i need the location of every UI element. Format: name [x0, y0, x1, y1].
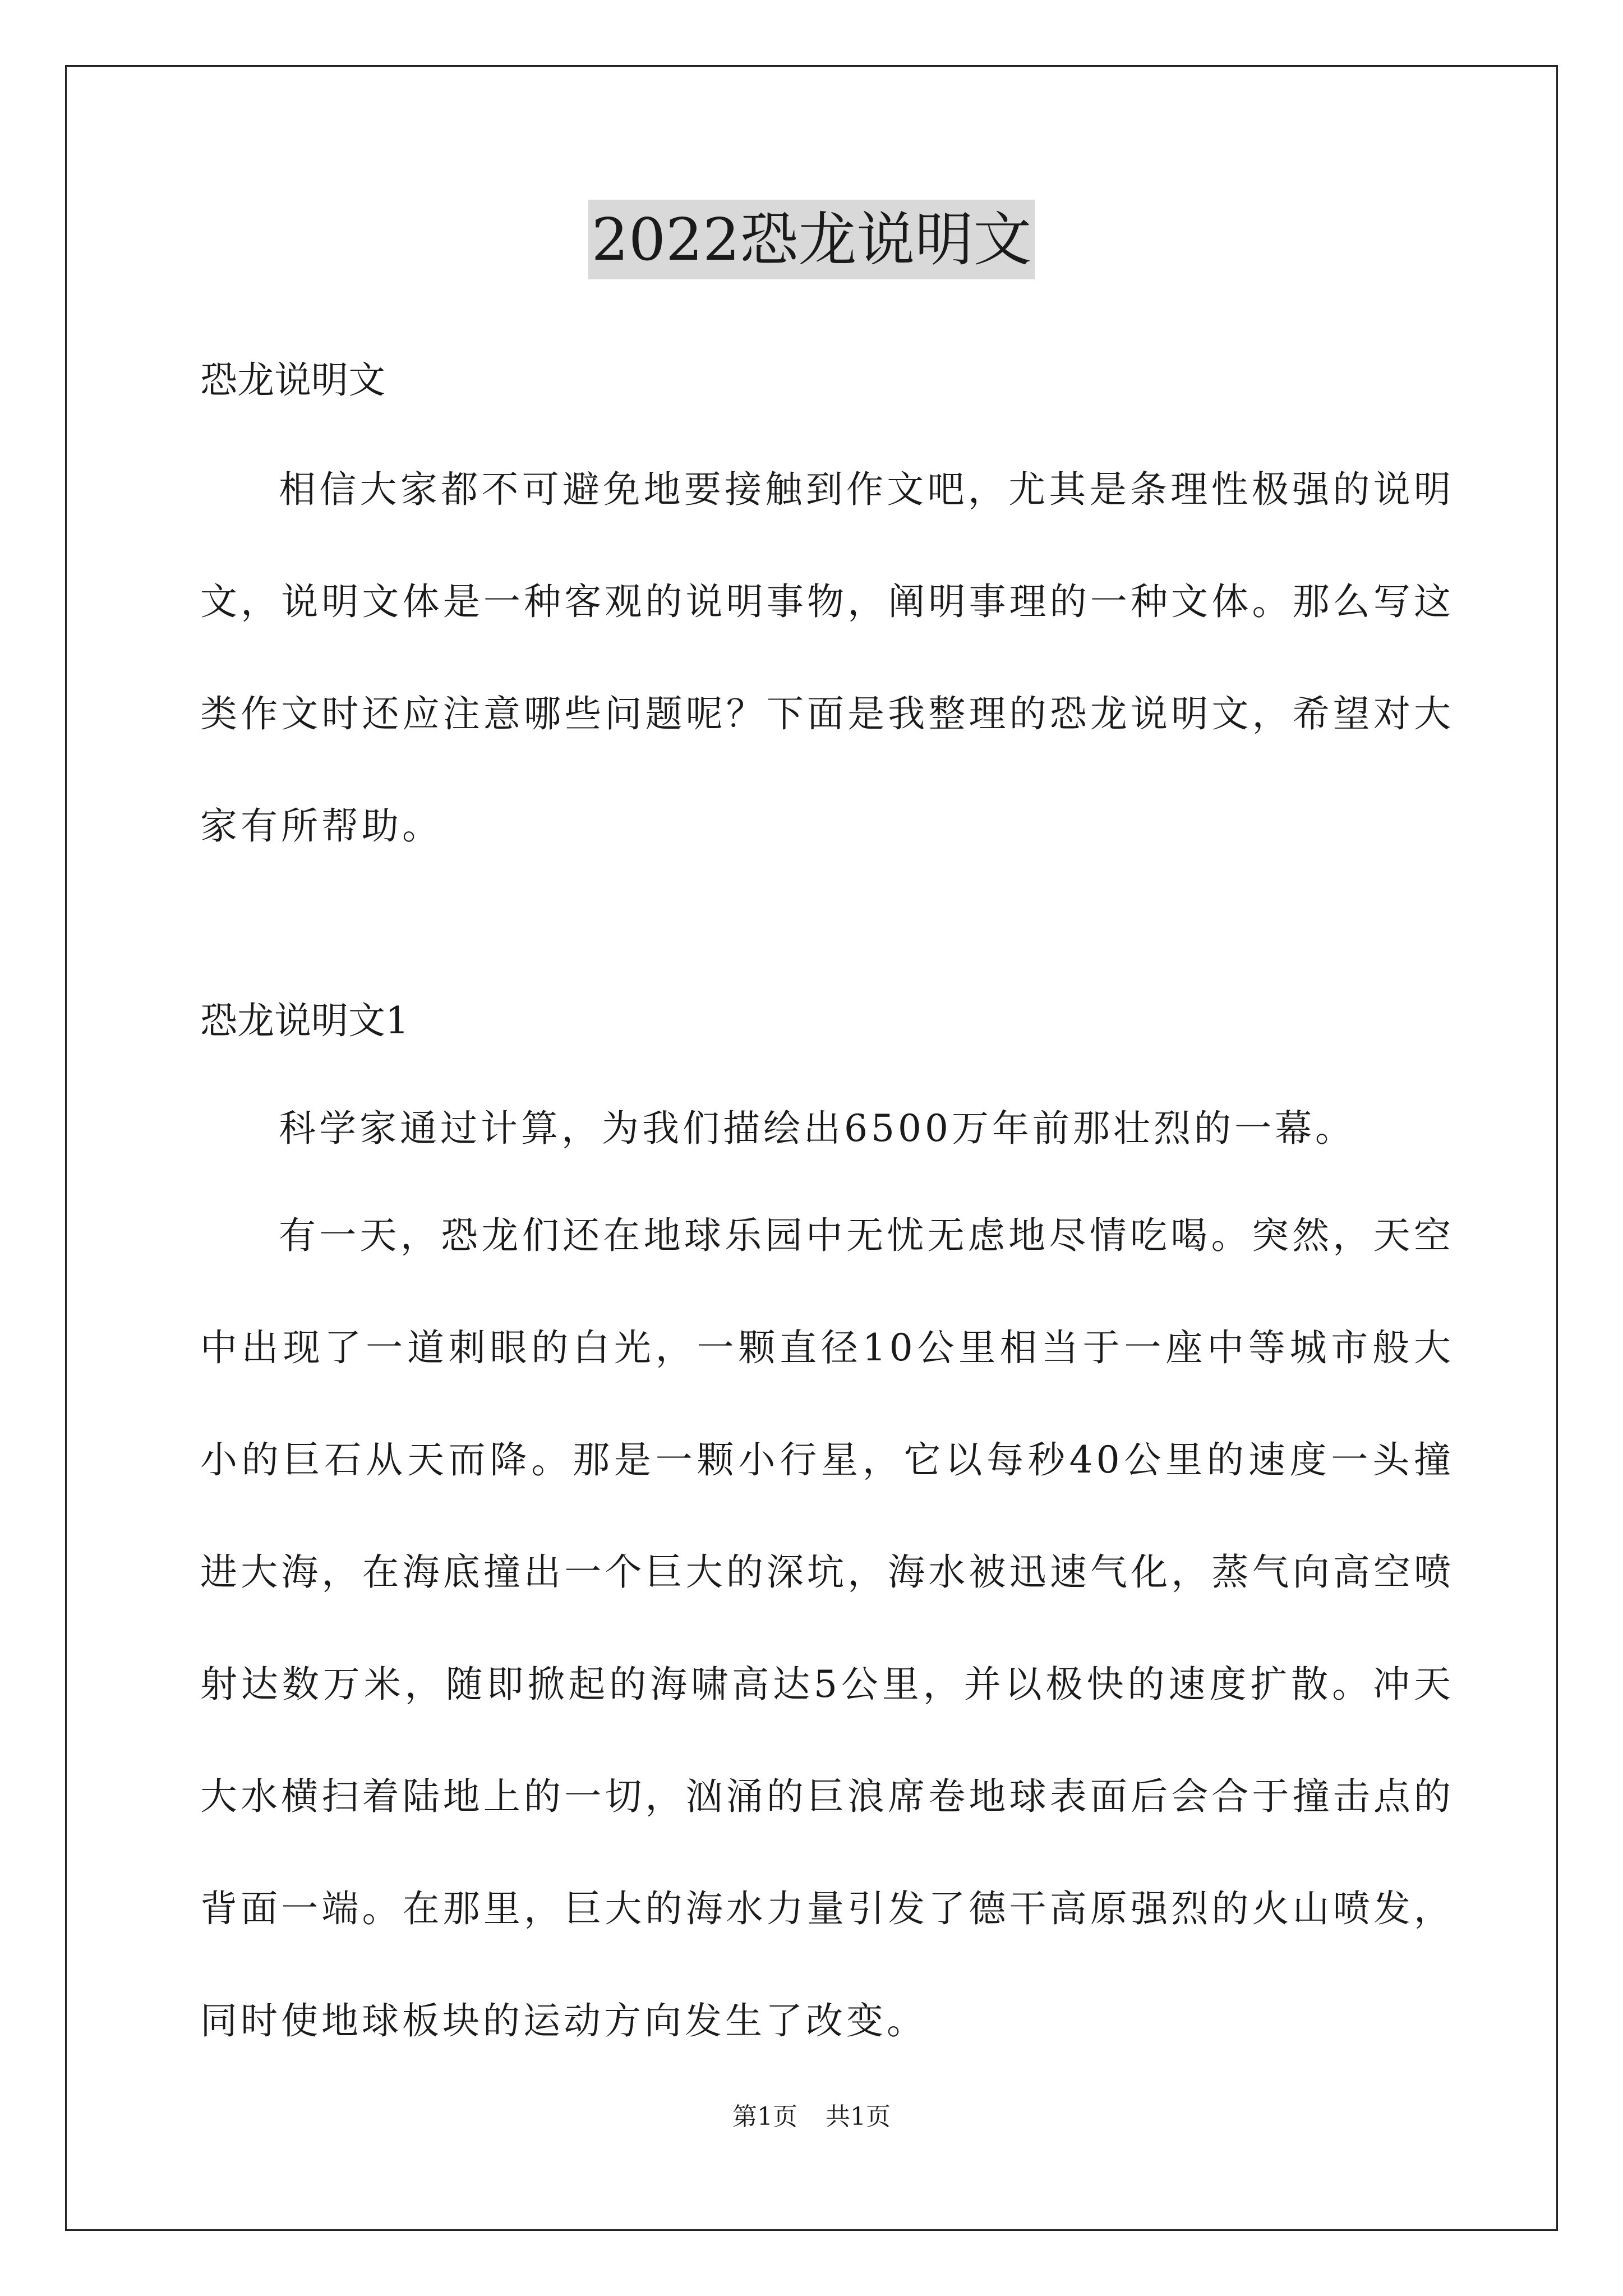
- intro-paragraph: 相信大家都不可避免地要接触到作文吧，尤其是条理性极强的说明文，说明文体是一种客观的说明事物，阐明事理的一种文体。那么写这类作文时还应注意哪些问题呢？下面是我整理的恐龙说明文，希望对大家有所帮助。: [200, 468, 1454, 848]
- page-footer: [0, 2100, 1623, 2134]
- page-number-current: 第1页: [732, 2102, 797, 2131]
- document-title: [0, 200, 1623, 279]
- section-paragraph-1: 科学家通过计算，为我们描绘出6500万年前那壮烈的一幕。: [279, 1107, 1355, 1150]
- section-paragraph-2: 有一天，恐龙们还在地球乐园中无忧无虑地尽情吃喝。突然，天空中出现了一道刺眼的白光，一颗直径10公里相当于一座中等城市般大小的巨石从天而降。那是一颗小行星，它以每秒40公里的速度一头撞进大海，在海底撞出一个巨大的深坑，海水被迅速气化，蒸气向高空喷射达数万米，随即掀起的海啸高达5公里，并以极快的速度扩散。冲天大水横扫着陆地上的一切，汹涌的巨浪席卷地球表面后会合于撞击点的背面一端。在那里，巨大的海水力量引发了德干高原强烈的火山喷发，同时使地球板块的运动方向发生了改变。: [200, 1214, 1454, 2042]
- document-title-text: 2022恐龙说明文: [588, 200, 1035, 279]
- page-number-total: 共1页: [826, 2102, 891, 2131]
- intro-heading: 恐龙说明文: [200, 358, 385, 402]
- section-heading: 恐龙说明文1: [200, 999, 409, 1042]
